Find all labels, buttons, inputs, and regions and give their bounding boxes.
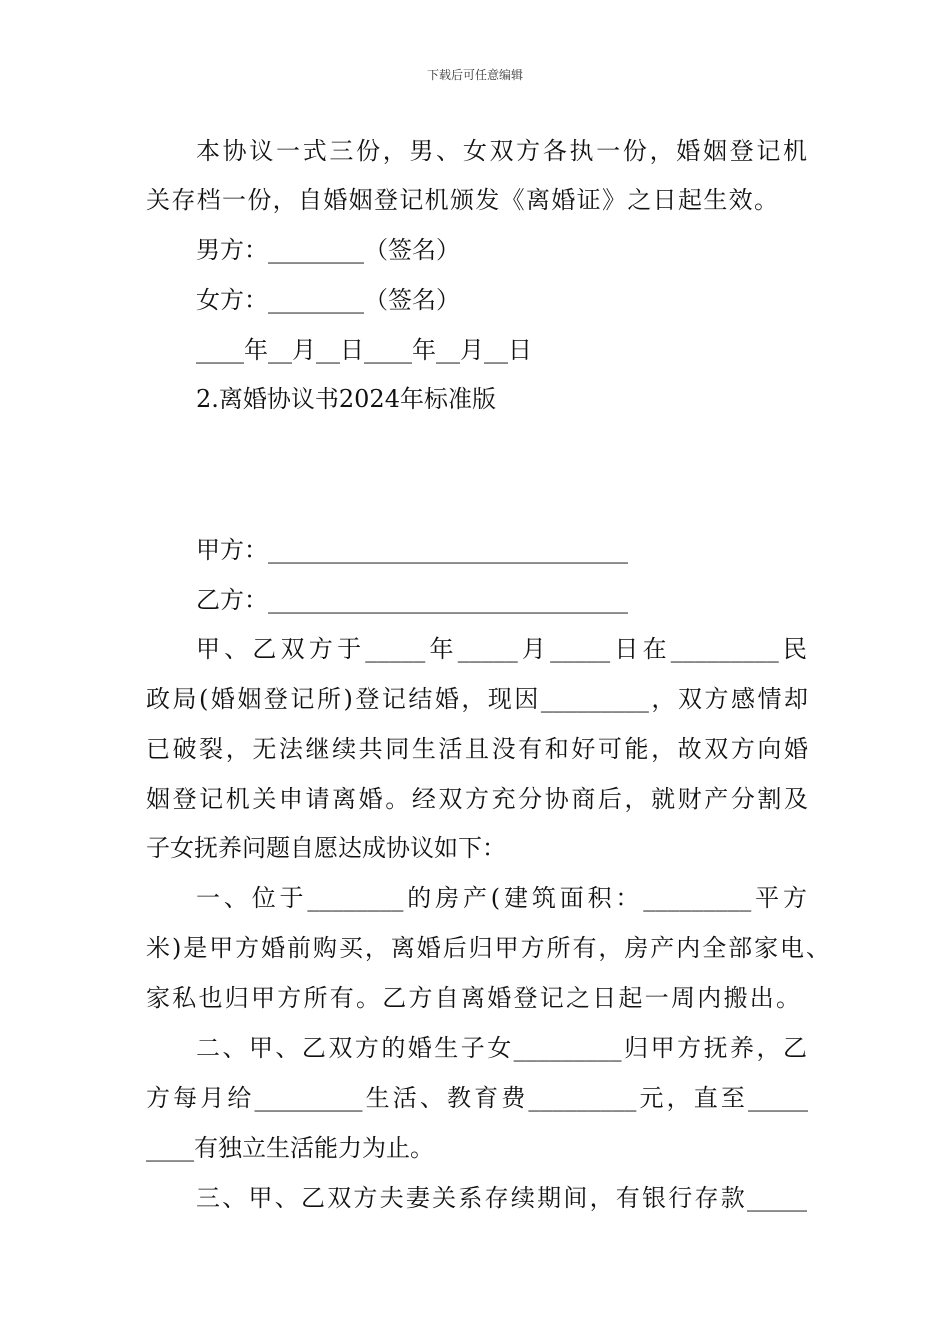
party-a-line: 甲方：______________________________ — [196, 536, 628, 564]
section-title: 2.离婚协议书2024年标准版 — [196, 385, 496, 413]
signature-line-female: 女方：________（签名） — [196, 286, 460, 314]
signature-line-male: 男方：________（签名） — [196, 236, 460, 264]
paragraph-line: 关存档一份，自婚姻登记机颁发《离婚证》之日起生效。 — [146, 186, 778, 214]
paragraph-line: 政局(婚姻登记所)登记结婚，现因_________，双方感情却 — [146, 685, 808, 713]
page-header: 下载后可任意编辑 — [426, 68, 523, 82]
paragraph-line: 甲、乙双方于_____年_____月_____日在_________民 — [196, 635, 807, 663]
paragraph-line: 已破裂，无法继续共同生活且没有和好可能，故双方向婚 — [146, 735, 808, 763]
paragraph-line: 姻登记机关申请离婚。经双方充分协商后，就财产分割及 — [146, 785, 808, 813]
date-line: ____年__月__日____年__月__日 — [196, 336, 532, 364]
party-b-line: 乙方：______________________________ — [196, 586, 628, 614]
paragraph-line: 二、甲、乙双方的婚生子女_________归甲方抚养，乙 — [196, 1034, 807, 1062]
paragraph-line: 家私也归甲方所有。乙方自离婚登记之日起一周内搬出。 — [146, 984, 800, 1012]
paragraph-line: 一、位于________的房产(建筑面积：_________平方 — [196, 884, 807, 912]
paragraph-line: 子女抚养问题自愿达成协议如下： — [146, 834, 506, 862]
paragraph-line: ____有独立生活能力为止。 — [146, 1134, 434, 1162]
paragraph-line: 三、甲、乙双方夫妻关系存续期间，有银行存款_____ — [196, 1184, 807, 1212]
paragraph-line: 方每月给_________生活、教育费_________元，直至_____ — [146, 1084, 808, 1112]
paragraph-line: 米)是甲方婚前购买，离婚后归甲方所有，房产内全部家电、 — [146, 934, 830, 962]
paragraph-line: 本协议一式三份，男、女双方各执一份，婚姻登记机 — [196, 137, 807, 165]
